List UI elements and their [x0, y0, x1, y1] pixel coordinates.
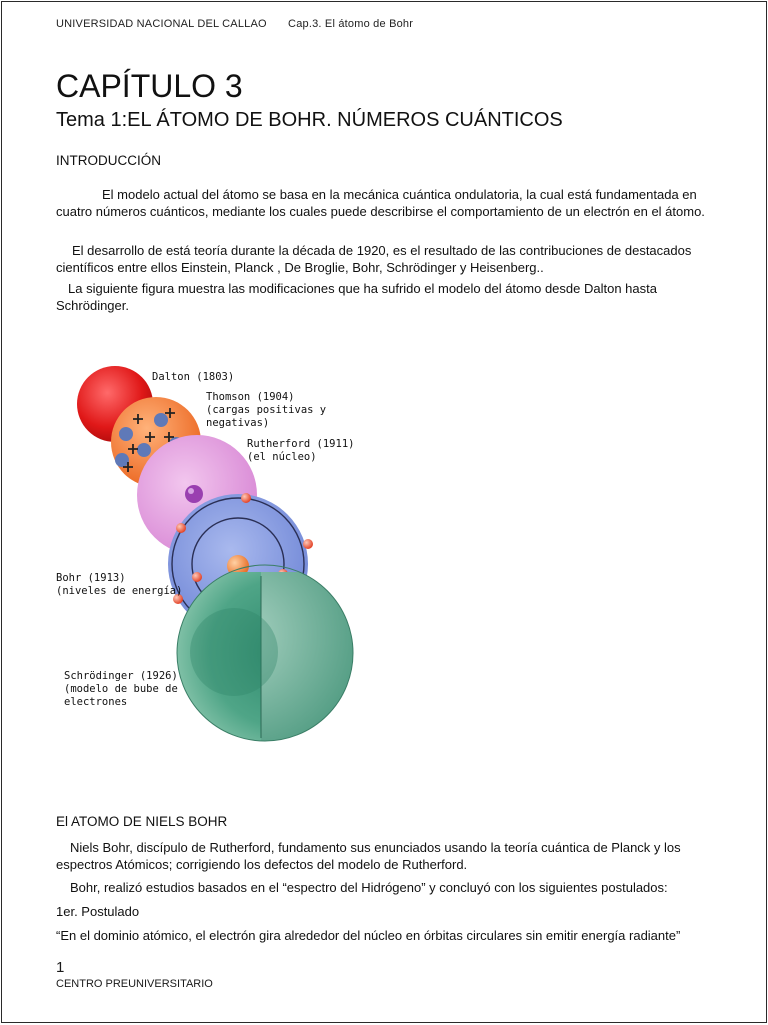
- bohr-paragraph-1: Niels Bohr, discípulo de Rutherford, fundamento sus enunciados usando la teoría cuántica de Planck y los espectros Atómicos; corrigiendo los defectos del modelo de Rutherford.: [56, 840, 681, 872]
- label-thomson-note-1: (cargas positivas y: [206, 404, 327, 416]
- topic-title: Tema 1:EL ÁTOMO DE BOHR. NÚMEROS CUÁNTICOS: [56, 109, 563, 131]
- label-schrodinger-note-1: (modelo de bube de: [64, 683, 178, 695]
- postulate-text: “En el dominio atómico, el electrón gira alrededor del núcleo en órbitas circulares sin emitir energía radiante”: [56, 928, 681, 943]
- chapter-title: CAPÍTULO 3: [56, 68, 243, 104]
- footer-center: CENTRO PREUNIVERSITARIO: [56, 978, 213, 990]
- header-chapter-ref: Cap.3. El átomo de Bohr: [288, 18, 414, 30]
- label-thomson: Thomson (1904): [206, 391, 295, 403]
- intro-paragraph-1: El modelo actual del átomo se basa en la mecánica cuántica ondulatoria, la cual está fundamentada en cuatro números cuánticos, mediante los cuales puede describirse el comportamiento de un electrón en el átomo.: [56, 187, 705, 219]
- bohr-paragraph-2: Bohr, realizó estudios basados en el “espectro del Hidrógeno” y concluyó con los siguientes postulados:: [70, 880, 668, 895]
- label-schrodinger: Schrödinger (1926): [64, 670, 178, 682]
- label-rutherford-note: (el núcleo): [247, 451, 317, 463]
- document-page: [1, 1, 767, 1023]
- label-rutherford: Rutherford (1911): [247, 438, 355, 450]
- running-header: [56, 18, 413, 30]
- intro-heading: INTRODUCCIÓN: [56, 153, 161, 168]
- page-number: 1: [56, 959, 65, 976]
- label-schrodinger-note-2: electrones: [64, 696, 128, 708]
- atom-models-figure: [48, 352, 388, 752]
- postulate-label: 1er. Postulado: [56, 904, 140, 919]
- label-dalton: Dalton (1803): [152, 371, 235, 383]
- bohr-section-heading: El ATOMO DE NIELS BOHR: [56, 814, 228, 829]
- schrodinger-sphere: [177, 565, 353, 741]
- intro-paragraph-3: La siguiente figura muestra las modificaciones que ha sufrido el modelo del átomo desde Dalton hasta Schrödinger.: [56, 281, 657, 313]
- label-bohr: Bohr (1913): [56, 572, 126, 584]
- label-thomson-note-2: negativas): [206, 417, 270, 429]
- header-institution: UNIVERSIDAD NACIONAL DEL CALLAO: [56, 18, 267, 30]
- label-bohr-note: (niveles de energía): [56, 585, 183, 597]
- intro-paragraph-2: El desarrollo de está teoría durante la década de 1920, es el resultado de las contribuciones de destacados científicos entre ellos Einstein, Planck , De Broglie, Bohr, Schrödinger y Heisenberg..: [56, 243, 692, 275]
